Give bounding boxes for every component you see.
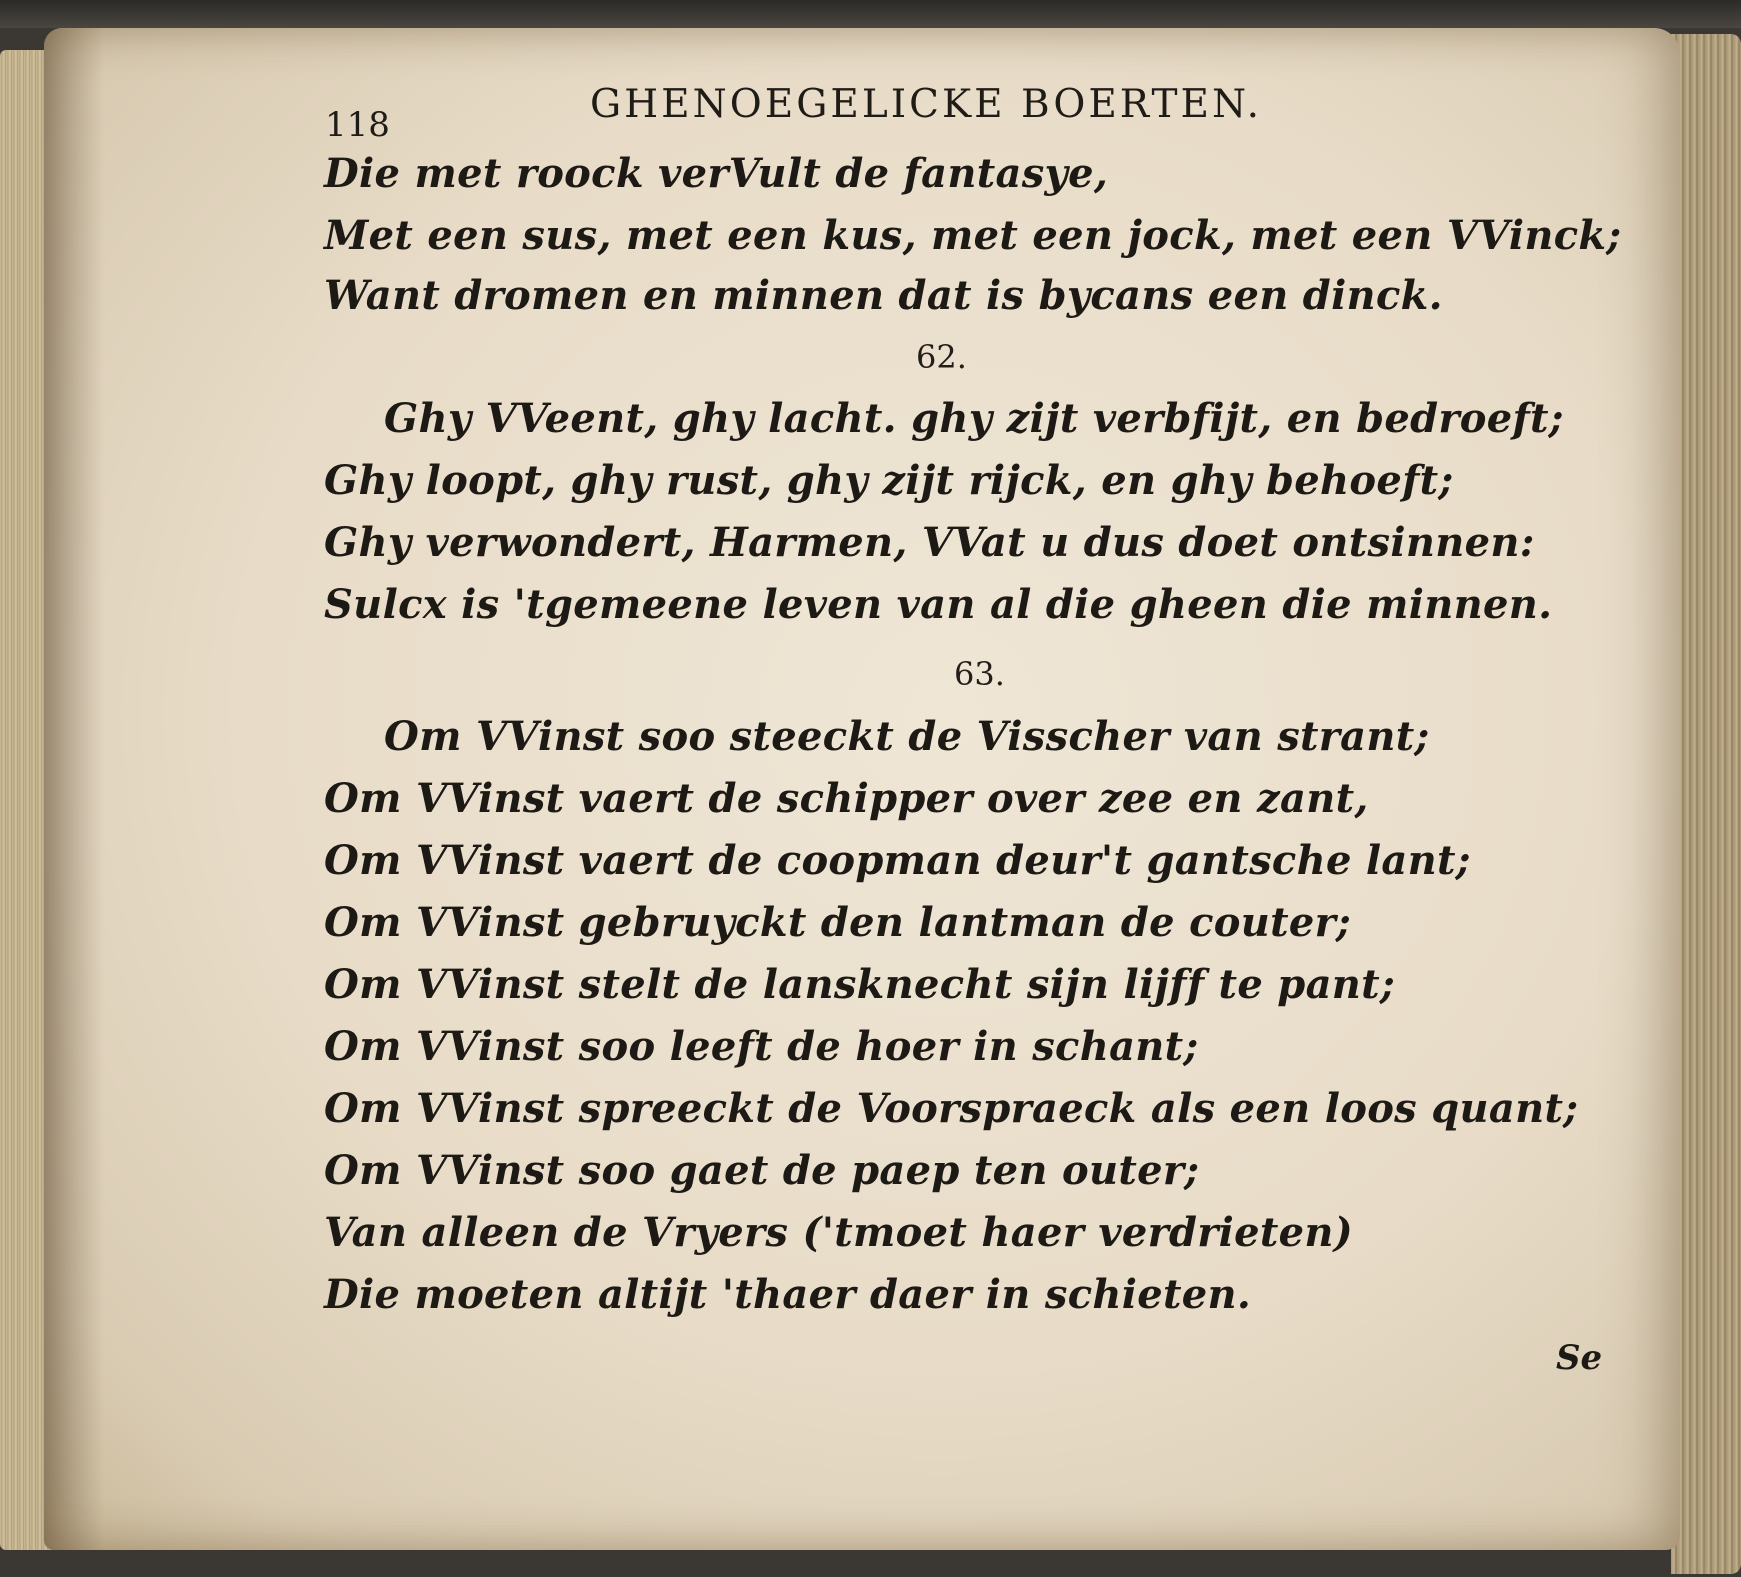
verse-line: Ghy VVeent, ghy lacht. ghy zijt verbfijt, en bedroeft; [384, 395, 1564, 442]
verse-line: Die met roock verVult de fantasye, [324, 150, 1109, 197]
verse-line: Ghy loopt, ghy rust, ghy zijt rijck, en ghy behoeft; [324, 457, 1454, 504]
page-number: 118 [325, 105, 390, 145]
verse-line: Om VVinst gebruyckt den lantman de couter; [324, 899, 1352, 946]
running-head [0, 0, 1741, 145]
right-page-edges [1671, 34, 1741, 1574]
verse-line: Om VVinst spreeckt de Voorspraeck als een loos quant; [324, 1085, 1579, 1132]
verse-line: Ghy verwondert, Harmen, VVat u dus doet ontsinnen: [324, 519, 1535, 566]
verse-line: Om VVinst soo leeft de hoer in schant; [324, 1023, 1199, 1070]
verse-line: Sulcx is 'tgemeene leven van al die gheen die minnen. [324, 581, 1553, 628]
stanza-number: 63. [954, 655, 1005, 693]
verse-line: Om VVinst soo steeckt de Visscher van strant; [384, 713, 1430, 760]
verse-line: Die moeten altijt 'thaer daer in schieten. [324, 1271, 1252, 1318]
verse-line: Om VVinst vaert de schipper over zee en zant, [324, 775, 1369, 822]
catchword: Se [1556, 1338, 1603, 1378]
verse-line: Want dromen en minnen dat is bycans een dinck. [324, 272, 1443, 319]
show-through-text [1520, 140, 1660, 1320]
stanza-number: 62. [916, 338, 967, 376]
running-title: GHENOEGELICKE BOERTEN. [590, 82, 1262, 127]
verse-line: Met een sus, met een kus, met een jock, met een VVinck; [324, 212, 1622, 259]
gutter-shadow [44, 28, 104, 1550]
verse-line: Om VVinst vaert de coopman deur't gantsche lant; [324, 837, 1471, 884]
verse-line: Om VVinst soo gaet de paep ten outer; [324, 1147, 1200, 1194]
verse-line: Van alleen de Vryers ('tmoet haer verdrieten) [324, 1209, 1354, 1256]
verse-line: Om VVinst stelt de lansknecht sijn lijff te pant; [324, 961, 1396, 1008]
